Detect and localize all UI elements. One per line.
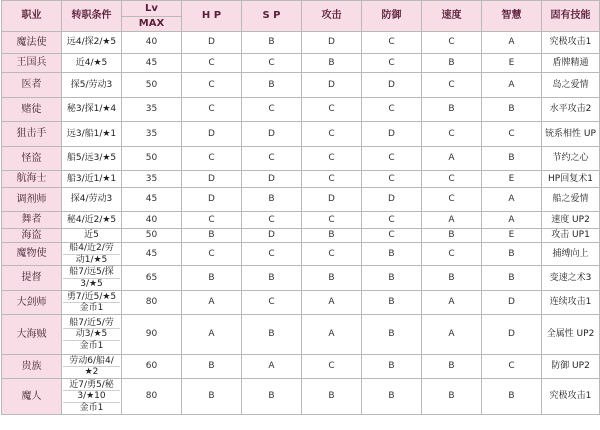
condition-line: 3/★5: [63, 278, 120, 289]
sp-grade-cell: C: [242, 212, 302, 229]
hp-grade-cell: B: [182, 379, 242, 415]
header-job: 职业: [2, 1, 62, 32]
job-name-cell: 医者: [2, 73, 62, 98]
job-name-cell: 狙击手: [2, 122, 62, 147]
condition-line: 金币1: [63, 302, 120, 313]
condition-cell: [62, 54, 122, 73]
job-name-cell: 舞者: [2, 212, 62, 229]
condition-line: 近5: [84, 230, 99, 241]
wisdom-grade-cell: C: [482, 355, 542, 379]
lv-max-cell: 35: [122, 98, 182, 122]
condition-line: ★2: [63, 366, 120, 377]
lv-max-cell: 45: [122, 188, 182, 212]
lv-max-cell: 90: [122, 315, 182, 355]
defense-grade-cell: B: [362, 355, 422, 379]
hp-grade-cell: C: [182, 243, 242, 266]
condition-line: 近7/勇5/秘: [69, 379, 114, 390]
skill-cell: 船之爱情: [542, 188, 600, 212]
speed-grade-cell: A: [422, 291, 482, 315]
hp-grade-cell: D: [182, 171, 242, 188]
attack-grade-cell: B: [302, 54, 362, 73]
header-lv-max: MAX: [122, 17, 182, 32]
wisdom-grade-cell: B: [482, 147, 542, 171]
sp-grade-cell: C: [242, 291, 302, 315]
job-name-cell: 王国兵: [2, 54, 62, 73]
hp-grade-cell: A: [182, 291, 242, 315]
speed-grade-cell: A: [422, 147, 482, 171]
table-row: [2, 171, 600, 188]
attack-grade-cell: B: [302, 379, 362, 415]
sp-grade-cell: C: [242, 98, 302, 122]
condition-line: 3/★10: [63, 390, 120, 401]
hp-grade-cell: C: [182, 212, 242, 229]
sp-grade-cell: C: [242, 243, 302, 266]
skill-cell: 究极攻击1: [542, 32, 600, 54]
speed-grade-cell: C: [422, 32, 482, 54]
wisdom-grade-cell: C: [482, 122, 542, 147]
speed-grade-cell: A: [422, 212, 482, 229]
job-stats-table: [1, 0, 600, 415]
header-speed: 速度: [422, 1, 482, 32]
condition-cell: [62, 315, 122, 355]
table-row: [2, 291, 600, 315]
table-row: [2, 98, 600, 122]
wisdom-grade-cell: E: [482, 171, 542, 188]
skill-cell: 防御 UP2: [542, 355, 600, 379]
sp-grade-cell: C: [242, 147, 302, 171]
table-row: [2, 212, 600, 229]
speed-grade-cell: B: [422, 266, 482, 291]
lv-max-cell: 80: [122, 379, 182, 415]
lv-max-cell: 45: [122, 243, 182, 266]
table-row: [2, 54, 600, 73]
condition-cell: [62, 98, 122, 122]
condition-line: 金币1: [63, 402, 120, 413]
sp-grade-cell: B: [242, 266, 302, 291]
condition-cell: [62, 171, 122, 188]
table-row: [2, 229, 600, 243]
lv-max-cell: 65: [122, 266, 182, 291]
sp-grade-cell: C: [242, 54, 302, 73]
hp-grade-cell: C: [182, 73, 242, 98]
attack-grade-cell: C: [302, 355, 362, 379]
sp-grade-cell: A: [242, 355, 302, 379]
header-attack: 攻击: [302, 1, 362, 32]
condition-line: 近4/★5: [75, 57, 108, 68]
sp-grade-cell: D: [242, 171, 302, 188]
job-name-cell: 贵族: [2, 355, 62, 379]
defense-grade-cell: D: [362, 73, 422, 98]
header-hp: H P: [182, 1, 242, 32]
job-name-cell: 魔物使: [2, 243, 62, 266]
defense-grade-cell: C: [362, 98, 422, 122]
skill-cell: 变速之术3: [542, 266, 600, 291]
table-row: [2, 379, 600, 415]
hp-grade-cell: C: [182, 98, 242, 122]
speed-grade-cell: A: [422, 315, 482, 355]
sp-grade-cell: B: [242, 73, 302, 98]
defense-grade-cell: B: [362, 266, 422, 291]
condition-line: 远4/探2/★5: [66, 37, 117, 48]
header-row: [2, 1, 600, 17]
lv-max-cell: 80: [122, 291, 182, 315]
hp-grade-cell: D: [182, 32, 242, 54]
skill-cell: 捕缚向上: [542, 243, 600, 266]
wisdom-grade-cell: A: [482, 73, 542, 98]
table-row: [2, 32, 600, 54]
wisdom-grade-cell: B: [482, 243, 542, 266]
speed-grade-cell: B: [422, 379, 482, 415]
job-name-cell: 大剑师: [2, 291, 62, 315]
table-row: [2, 122, 600, 147]
wisdom-grade-cell: A: [482, 188, 542, 212]
attack-grade-cell: D: [302, 188, 362, 212]
skill-cell: 速度 UP2: [542, 212, 600, 229]
header-wisdom: 智慧: [482, 1, 542, 32]
condition-cell: [62, 212, 122, 229]
condition-cell: [62, 379, 122, 415]
speed-grade-cell: C: [422, 122, 482, 147]
wisdom-grade-cell: D: [482, 291, 542, 315]
job-name-cell: 调剂师: [2, 188, 62, 212]
condition-line: 劳动6/船4/: [69, 355, 114, 366]
attack-grade-cell: C: [302, 147, 362, 171]
wisdom-grade-cell: E: [482, 229, 542, 243]
defense-grade-cell: B: [362, 291, 422, 315]
condition-cell: [62, 291, 122, 315]
wisdom-grade-cell: E: [482, 54, 542, 73]
table-body: [2, 32, 600, 415]
lv-max-cell: 50: [122, 147, 182, 171]
skill-cell: 全属性 UP2: [542, 315, 600, 355]
condition-cell: [62, 266, 122, 291]
wisdom-grade-cell: B: [482, 98, 542, 122]
skill-cell: 节约之心: [542, 147, 600, 171]
speed-grade-cell: B: [422, 355, 482, 379]
condition-line: 远3/船1/★1: [66, 128, 117, 139]
hp-grade-cell: C: [182, 54, 242, 73]
hp-grade-cell: D: [182, 188, 242, 212]
speed-grade-cell: C: [422, 171, 482, 188]
hp-grade-cell: B: [182, 229, 242, 243]
wisdom-grade-cell: D: [482, 315, 542, 355]
job-name-cell: 怪盗: [2, 147, 62, 171]
speed-grade-cell: B: [422, 98, 482, 122]
hp-grade-cell: C: [182, 147, 242, 171]
condition-line: 探4/劳动3: [70, 194, 113, 205]
table-row: [2, 315, 600, 355]
skill-cell: 水平攻击2: [542, 98, 600, 122]
header-lv: Lv: [122, 1, 182, 17]
attack-grade-cell: C: [302, 171, 362, 188]
table-row: [2, 266, 600, 291]
condition-cell: [62, 122, 122, 147]
lv-max-cell: 40: [122, 212, 182, 229]
condition-line: 动1/★5: [63, 254, 120, 265]
condition-line: 秘3/探1/★4: [66, 104, 117, 115]
lv-max-cell: 40: [122, 32, 182, 54]
condition-cell: [62, 32, 122, 54]
defense-grade-cell: B: [362, 315, 422, 355]
condition-cell: [62, 147, 122, 171]
skill-cell: 连续攻击1: [542, 291, 600, 315]
condition-line: 金币1: [63, 340, 120, 351]
wisdom-grade-cell: B: [482, 379, 542, 415]
header-defense: 防御: [362, 1, 422, 32]
table-row: [2, 73, 600, 98]
condition-line: 船4/近2/劳: [69, 243, 114, 254]
lv-max-cell: 60: [122, 355, 182, 379]
condition-cell: [62, 188, 122, 212]
hp-grade-cell: B: [182, 266, 242, 291]
attack-grade-cell: D: [302, 32, 362, 54]
defense-grade-cell: D: [362, 122, 422, 147]
job-name-cell: 提督: [2, 266, 62, 291]
table-row: [2, 243, 600, 266]
condition-line: 船5/远3/★5: [66, 153, 117, 164]
job-name-cell: 魔法使: [2, 32, 62, 54]
sp-grade-cell: D: [242, 122, 302, 147]
skill-cell: 岛之爱情: [542, 73, 600, 98]
header-condition: 转职条件: [62, 1, 122, 32]
attack-grade-cell: C: [302, 98, 362, 122]
lv-max-cell: 50: [122, 73, 182, 98]
condition-cell: [62, 229, 122, 243]
table-row: [2, 147, 600, 171]
skill-cell: 盾牌精通: [542, 54, 600, 73]
lv-max-cell: 35: [122, 122, 182, 147]
attack-grade-cell: A: [302, 315, 362, 355]
condition-line: 动3/★5: [63, 328, 120, 339]
attack-grade-cell: C: [302, 243, 362, 266]
attack-grade-cell: B: [302, 229, 362, 243]
defense-grade-cell: C: [362, 54, 422, 73]
condition-line: 探5/劳动3: [70, 79, 113, 90]
skill-cell: 攻击 UP1: [542, 229, 600, 243]
header-skill: 固有技能: [542, 1, 600, 32]
attack-grade-cell: C: [302, 212, 362, 229]
attack-grade-cell: D: [302, 73, 362, 98]
job-name-cell: 航海士: [2, 171, 62, 188]
attack-grade-cell: B: [302, 266, 362, 291]
job-name-cell: 魔人: [2, 379, 62, 415]
header-sp: S P: [242, 1, 302, 32]
lv-max-cell: 35: [122, 171, 182, 188]
defense-grade-cell: B: [362, 243, 422, 266]
speed-grade-cell: C: [422, 243, 482, 266]
skill-cell: 铳系相性 UP: [542, 122, 600, 147]
speed-grade-cell: C: [422, 188, 482, 212]
hp-grade-cell: D: [182, 122, 242, 147]
table-row: [2, 355, 600, 379]
skill-cell: 究极攻击1: [542, 379, 600, 415]
condition-cell: [62, 355, 122, 379]
defense-grade-cell: C: [362, 32, 422, 54]
skill-cell: HP回复术1: [542, 171, 600, 188]
hp-grade-cell: B: [182, 355, 242, 379]
condition-cell: [62, 73, 122, 98]
wisdom-grade-cell: B: [482, 266, 542, 291]
defense-grade-cell: B: [362, 379, 422, 415]
sp-grade-cell: B: [242, 379, 302, 415]
job-name-cell: 海盗: [2, 229, 62, 243]
table-row: [2, 188, 600, 212]
attack-grade-cell: C: [302, 122, 362, 147]
lv-max-cell: 50: [122, 229, 182, 243]
defense-grade-cell: C: [362, 229, 422, 243]
attack-grade-cell: A: [302, 291, 362, 315]
condition-line: 勇7/近5/★5: [66, 291, 117, 302]
sp-grade-cell: B: [242, 315, 302, 355]
lv-max-cell: 45: [122, 54, 182, 73]
job-name-cell: 赌徒: [2, 98, 62, 122]
sp-grade-cell: B: [242, 188, 302, 212]
hp-grade-cell: A: [182, 315, 242, 355]
wisdom-grade-cell: A: [482, 212, 542, 229]
condition-cell: [62, 243, 122, 266]
defense-grade-cell: C: [362, 147, 422, 171]
sp-grade-cell: D: [242, 229, 302, 243]
defense-grade-cell: D: [362, 188, 422, 212]
speed-grade-cell: B: [422, 229, 482, 243]
speed-grade-cell: C: [422, 73, 482, 98]
condition-line: 船7/近5/劳: [69, 317, 114, 328]
sp-grade-cell: B: [242, 32, 302, 54]
condition-line: 船3/近1/★1: [66, 173, 117, 184]
defense-grade-cell: C: [362, 171, 422, 188]
condition-line: 秘4/近2/★5: [66, 214, 117, 225]
wisdom-grade-cell: A: [482, 32, 542, 54]
speed-grade-cell: B: [422, 54, 482, 73]
job-name-cell: 大海贼: [2, 315, 62, 355]
condition-line: 船7/远5/探: [69, 267, 114, 278]
defense-grade-cell: C: [362, 212, 422, 229]
